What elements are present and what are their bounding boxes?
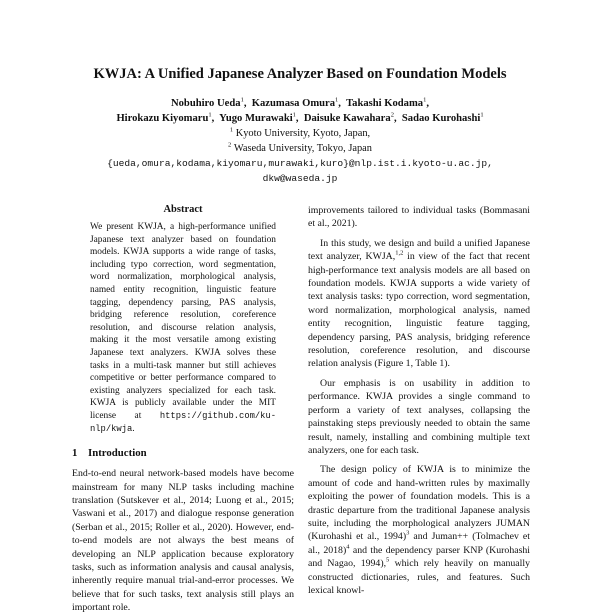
affiliation-2: $^2$ Waseda University, Tokyo, Japan	[228, 141, 372, 154]
footnote-mark: 5	[386, 556, 390, 564]
author-line-2: Hirokazu Kiyomaru$^1$, Yugo Murawaki$^1$, Daisuke Kawahara$^2$, Sadao Kurohashi$^1$	[116, 111, 484, 124]
introduction-paragraph: End-to-end neural network-based models have become mainstream for many NLP tasks including machine translation (Sutskever et al., 2014; Luong et al., 2015; Vaswani et al., 2017) and dialogue response generation (Serban et al., 2015; Roller et al., 2020). However, end-to-end models are not always the best means of developing an NLP application because exploratory tasks, such as information analysis and causal analysis, inherently require manual trial-and-error processes. We believe that for such tasks, text analysis still plays an important role.	[72, 468, 294, 614]
author-name: Daisuke Kawahara	[303, 113, 391, 124]
author-name: Sadao Kurohashi	[401, 113, 481, 124]
left-column	[72, 204, 294, 615]
body-paragraph: The design policy of KWJA is to minimize the amount of code and hand-written rules by maximally exploiting the power of foundation models. This is a drastic departure from the traditional Japanese analysis suite, including the morphological analyzers JUMAN (Kurohashi et al., 1994)$^3$ and Juman++ (Tolmachev et al., 2018)$^4$ and the dependency parser KNP (Kurohashi and Nagao, 1994),$^5$ which rely heavily on manually constructed dictionaries, rules, and features. Such lexical knowl-	[308, 464, 530, 596]
author-affil-mark: 1	[208, 111, 212, 119]
email-line-1: {ueda,omura,kodama,kiyomaru,murawaki,kuro}@nlp.ist.i.kyoto-u.ac.jp,	[107, 158, 493, 169]
author-affil-mark: 1	[480, 111, 484, 119]
author-affil-mark: 1	[240, 96, 244, 104]
footnote-mark: 4	[346, 543, 350, 551]
body-paragraph: In this study, we design and build a unified Japanese text analyzer, KWJA,$^{1,2}$ in view of the fact that recent high-performance text analysis models are all based on foundation models. KWJA supports a wide variety of text analysis tasks: typo correction, word segmentation, word normalization, morphological analysis, named entity recognition, linguistic feature tagging, dependency parsing, PAS analysis, bridging reference resolution, coreference resolution, and discourse relation analysis (Figure 1, Table 1).	[308, 237, 530, 370]
repository-link[interactable]: https://github.com/ku-nlp/kwja	[90, 410, 276, 434]
section-title: Introduction	[88, 447, 147, 460]
paper-title: KWJA: A Unified Japanese Analyzer Based on Foundation Models	[93, 66, 507, 82]
right-column	[308, 204, 530, 597]
author-list	[0, 96, 600, 126]
email-line-2: dkw@waseda.jp	[262, 173, 338, 184]
author-name: Hirokazu Kiyomaru	[116, 113, 209, 124]
author-name: Kazumasa Omura	[251, 98, 336, 109]
body-paragraph: Our emphasis is on usability in addition to performance. KWJA provides a single command to perform a variety of text analyses, collapsing the painstaking steps previously needed to obtain the same result, namely, installing and combining multiple text analyzers, one for each task.	[308, 377, 530, 456]
author-affil-mark: 1	[423, 96, 427, 104]
affiliation-1: $^1$ Kyoto University, Kyoto, Japan,	[229, 126, 371, 139]
author-affil-mark: 1	[292, 111, 296, 119]
footnote-mark: 1,2	[395, 249, 404, 257]
section-heading-introduction	[72, 447, 294, 459]
section-number: 1	[72, 447, 78, 460]
footnote-mark: 3	[406, 530, 410, 538]
author-affil-mark: 2	[390, 111, 394, 119]
abstract-heading: Abstract	[163, 204, 203, 215]
author-name: Yugo Murawaki	[219, 113, 293, 124]
author-line-1: Nobuhiro Ueda$^1$, Kazumasa Omura$^1$, Takashi Kodama$^1$,	[170, 96, 430, 109]
abstract-text: We present KWJA, a high-performance unified Japanese text analyzer based on foundation models. KWJA supports a wide range of tasks, including typo correction, word segmentation, word normalization, morphological analysis, named entity recognition, linguistic feature tagging, dependency parsing, PAS analysis, bridging reference resolution, coreference resolution, and discourse relation analysis, making it the most versatile among existing Japanese text analyzers. KWJA solves these tasks in a multi-task manner but still achieves competitive or better performance compared to existing analyzers specialized for each task. KWJA is publicly available under the MIT license at https://github.com/ku-nlp/kwja.	[90, 222, 276, 434]
author-affil-mark: 1	[335, 96, 339, 104]
author-name: Takashi Kodama	[346, 98, 424, 109]
author-emails	[0, 156, 600, 186]
body-paragraph: improvements tailored to individual tasks (Bommasani et al., 2021).	[308, 205, 530, 230]
affiliations	[0, 126, 600, 156]
author-name: Nobuhiro Ueda	[170, 98, 241, 109]
